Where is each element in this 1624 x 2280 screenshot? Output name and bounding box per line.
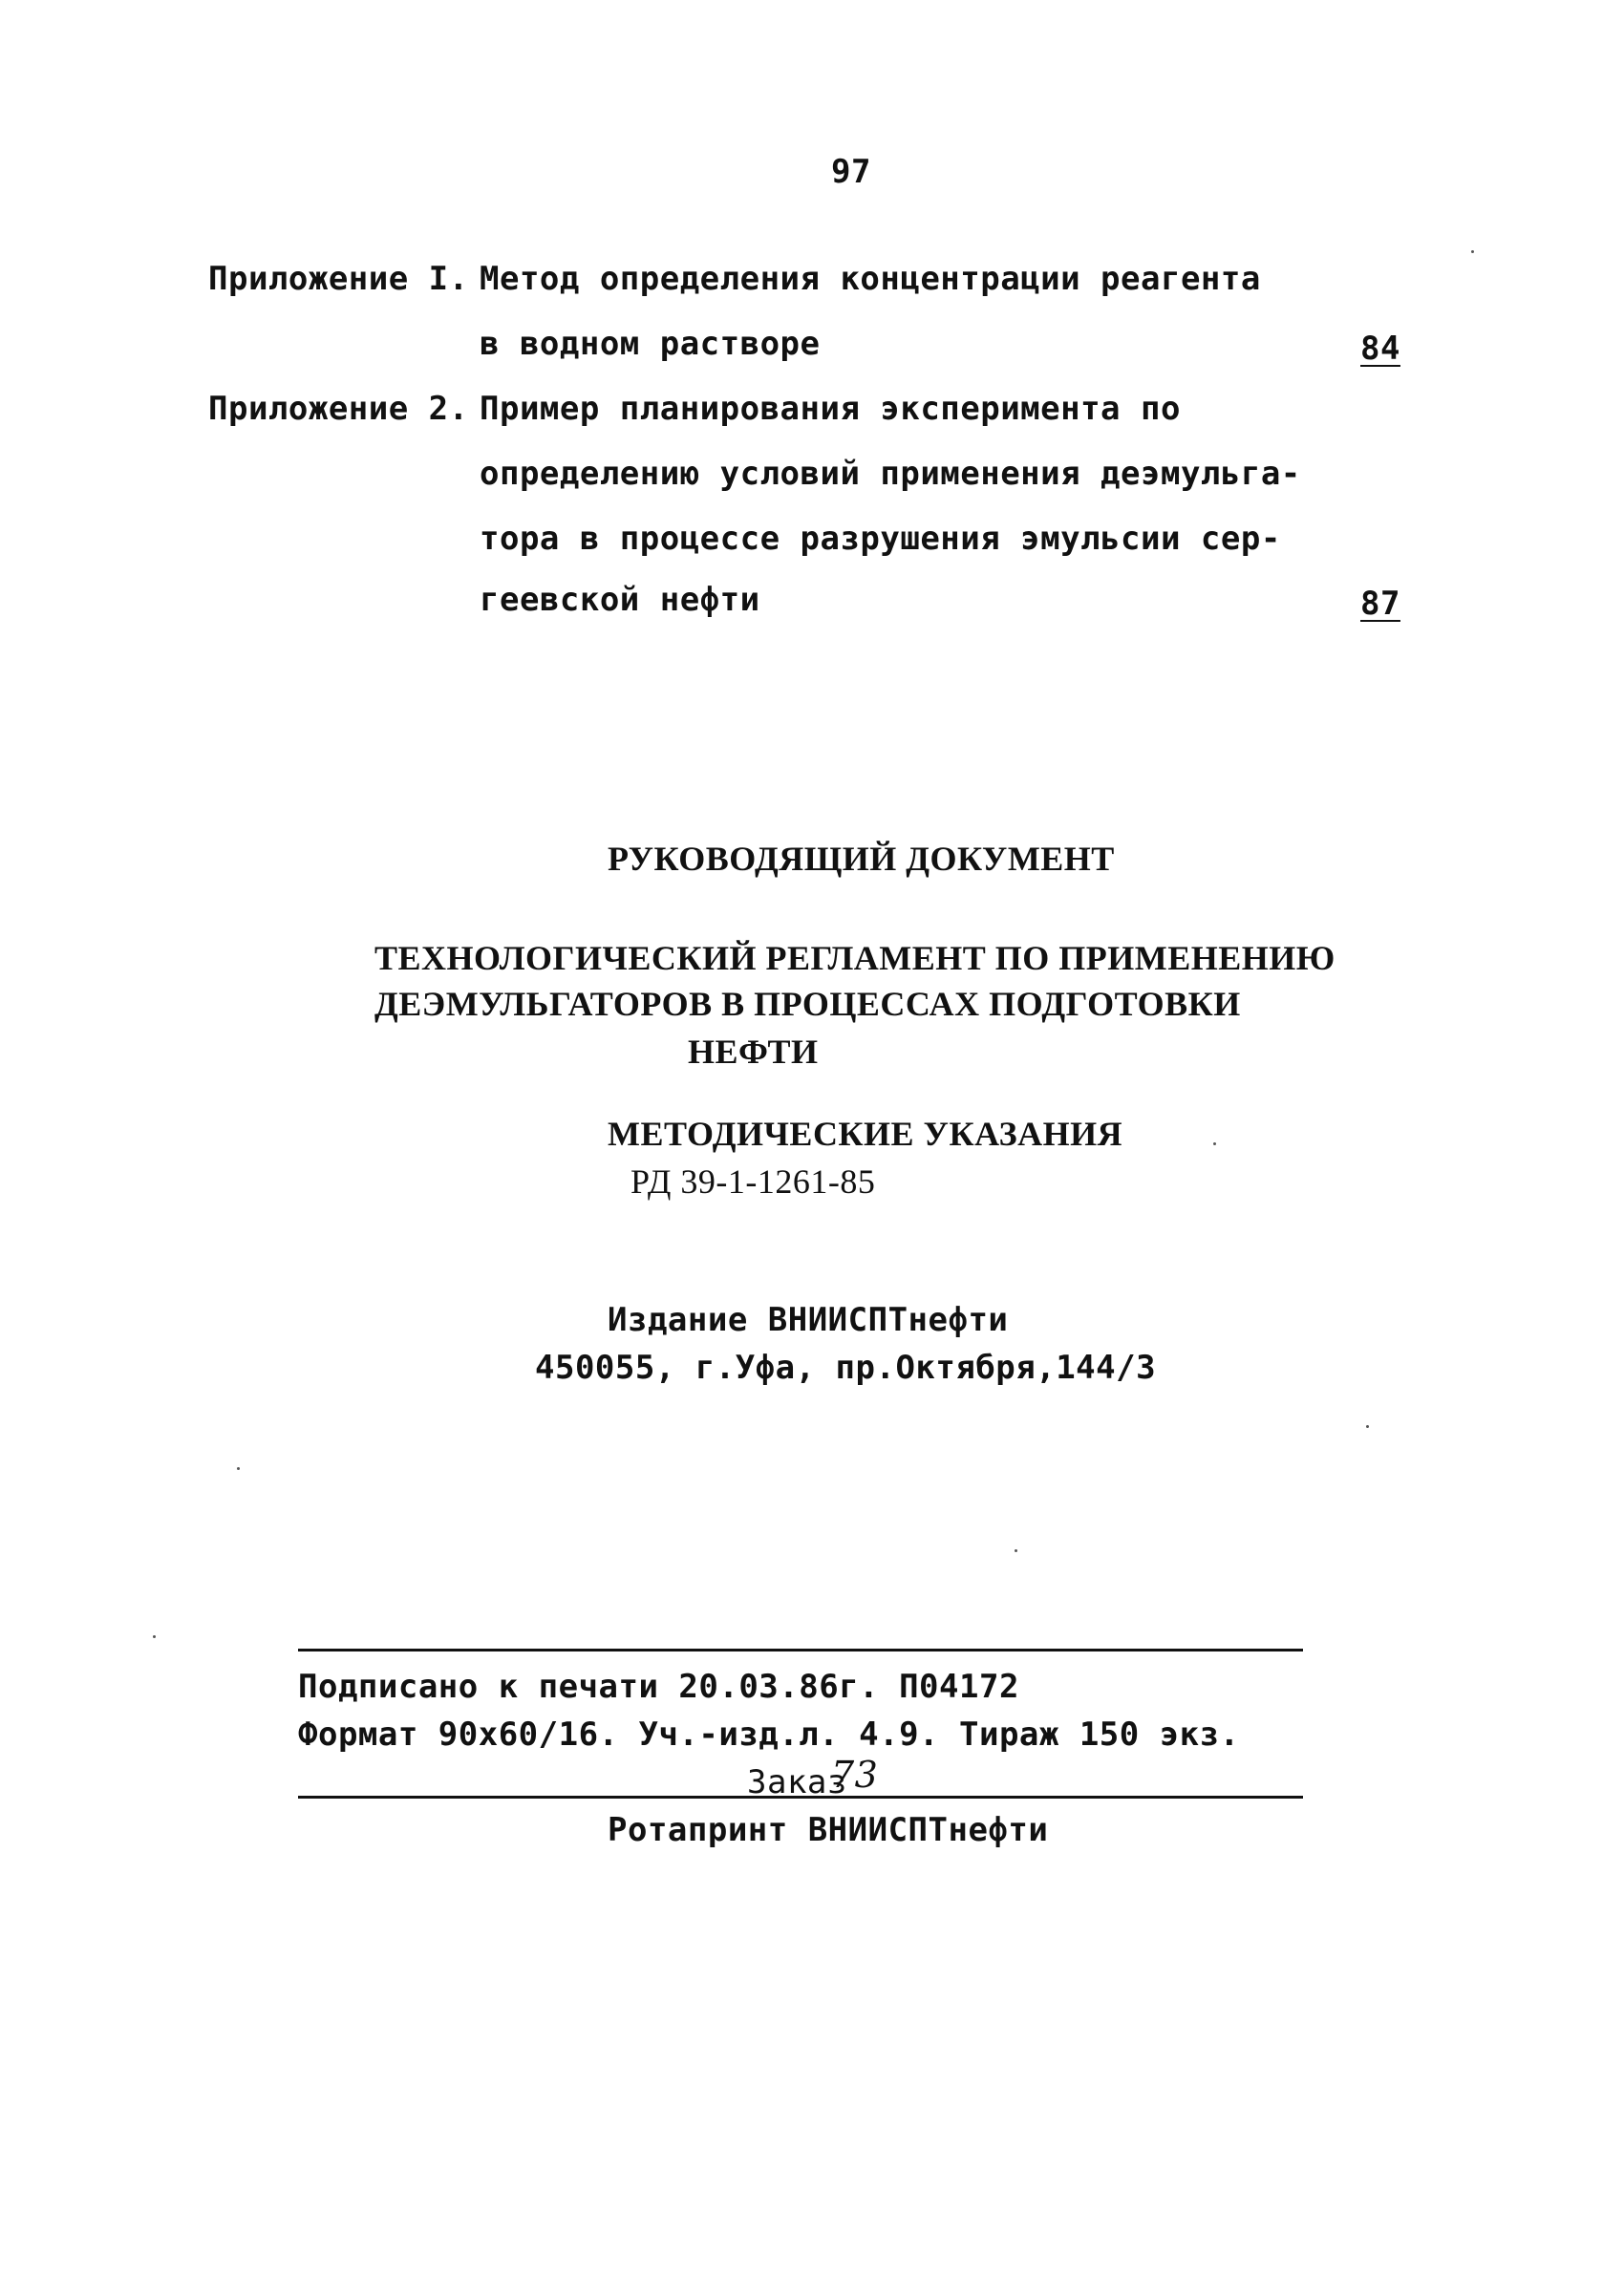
scan-speck — [1015, 1549, 1017, 1552]
scan-speck — [1471, 250, 1474, 253]
appendix-1-page: 84 — [1360, 330, 1400, 368]
appendix-2-page: 87 — [1360, 585, 1400, 623]
appendix-2-label: Приложение 2. — [208, 390, 469, 428]
page-number: 97 — [831, 153, 871, 191]
appendix-2-title-line-3: тора в процессе разрушения эмульсии сер- — [480, 520, 1281, 558]
document-title-line-1: ТЕХНОЛОГИЧЕСКИЙ РЕГЛАМЕНТ ПО ПРИМЕНЕНИЮ — [374, 939, 1336, 977]
imprint-format: Формат 90х60/16. Уч.-изд.л. 4.9. Тираж 150 экз. — [298, 1715, 1240, 1754]
scan-speck — [153, 1635, 156, 1638]
document-title-line-2: ДЕЭМУЛЬГАТОРОВ В ПРОЦЕССАХ ПОДГОТОВКИ — [374, 985, 1241, 1023]
appendix-1-title-line-2: в водном растворе — [480, 325, 821, 363]
imprint-order-label: Заказ — [747, 1763, 847, 1801]
scan-speck — [1213, 1142, 1216, 1145]
imprint-top-rule — [298, 1649, 1303, 1651]
document-subtitle: МЕТОДИЧЕСКИЕ УКАЗАНИЯ — [608, 1115, 1123, 1153]
imprint-printer: Ротапринт ВНИИСПТнефти — [608, 1811, 1049, 1849]
appendix-2-title-line-1: Пример планирования эксперимента по — [480, 390, 1181, 428]
document-code: РД 39-1-1261-85 — [630, 1162, 876, 1201]
appendix-2-title-line-4: геевской нефти — [480, 581, 760, 619]
appendix-1-title-line-1: Метод определения концентрации реагента — [480, 260, 1261, 298]
imprint-order-number: 73 — [831, 1754, 879, 1796]
imprint-bottom-rule — [298, 1796, 1303, 1799]
scan-speck — [237, 1467, 240, 1470]
scan-speck — [1366, 1425, 1369, 1428]
publisher-name: Издание ВНИИСПТнефти — [608, 1301, 1009, 1339]
publisher-address: 450055, г.Уфа, пр.Октября,144/3 — [535, 1349, 1157, 1387]
appendix-2-title-line-2: определению условий применения деэмульга- — [480, 455, 1301, 493]
appendix-1-label: Приложение I. — [208, 260, 469, 298]
document-title-line-3: НЕФТИ — [688, 1033, 819, 1071]
document-type: РУКОВОДЯЩИЙ ДОКУМЕНТ — [608, 840, 1115, 878]
imprint-signed: Подписано к печати 20.03.86г. П04172 — [298, 1668, 1019, 1706]
